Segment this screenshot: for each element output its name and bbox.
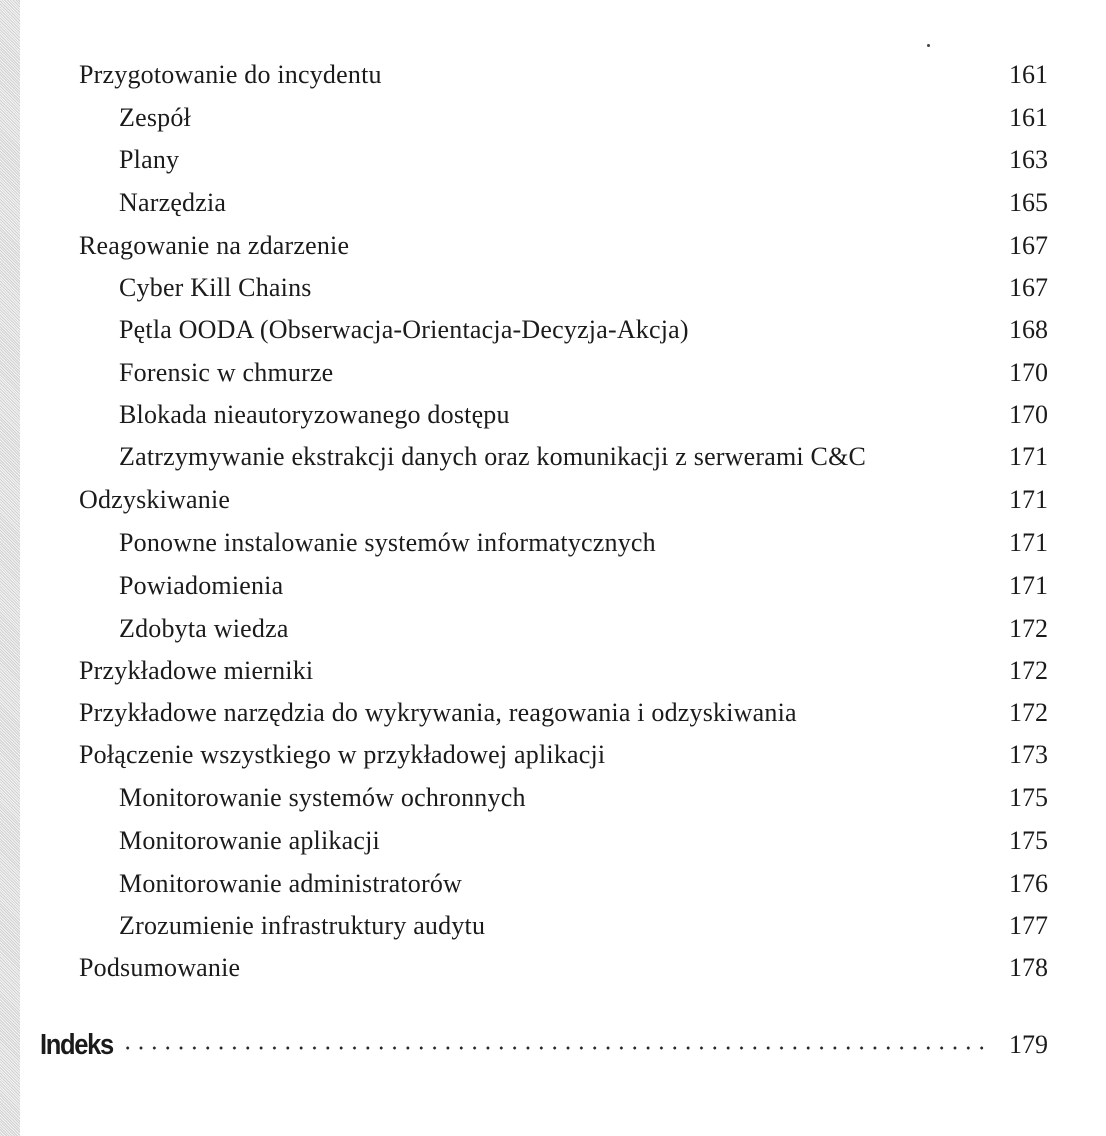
- toc-entry-narzedzia[interactable]: [0, 185, 1106, 221]
- toc-entry-title: Przykładowe mierniki: [79, 656, 314, 685]
- toc-entry-title: Zdobyta wiedza: [119, 614, 289, 643]
- toc-entry-title: Powiadomienia: [119, 571, 284, 600]
- toc-entry-petla-ooda[interactable]: [0, 312, 1106, 348]
- toc-entry-podsumowanie[interactable]: [0, 950, 1106, 986]
- toc-entry-title: Przygotowanie do incydentu: [79, 60, 382, 89]
- index-page: 179: [1009, 1030, 1048, 1059]
- toc-entry-page: 171: [1009, 571, 1048, 600]
- toc-entry-odzyskiwanie[interactable]: [0, 482, 1106, 518]
- toc-entry-page: 163: [1009, 145, 1048, 174]
- toc-entry-title: Połączenie wszystkiego w przykładowej aplikacji: [79, 740, 606, 769]
- toc-entry-monitorowanie-systemow[interactable]: [0, 780, 1106, 816]
- toc-entry-page: 167: [1009, 273, 1048, 302]
- toc-entry-page: 172: [1009, 656, 1048, 685]
- toc-entry-polaczenie[interactable]: [0, 737, 1106, 773]
- toc-entry-page: 165: [1009, 188, 1048, 217]
- toc-entry-title: Pętla OODA (Obserwacja-Orientacja-Decyzja-Akcja): [119, 315, 689, 344]
- toc-entry-przykladowe-narzedzia[interactable]: [0, 695, 1106, 731]
- toc-entry-title: Monitorowanie aplikacji: [119, 826, 380, 855]
- toc-entry-zrozumienie[interactable]: [0, 908, 1106, 944]
- toc-entry-title: Narzędzia: [119, 188, 227, 217]
- toc-entry-zdobyta-wiedza[interactable]: [0, 611, 1106, 647]
- toc-entry-title: Blokada nieautoryzowanego dostępu: [119, 400, 510, 429]
- toc-entry-page: 161: [1009, 103, 1048, 132]
- scan-speck: [927, 44, 930, 47]
- toc-entry-page: 161: [1009, 60, 1048, 89]
- toc-entry-zespol[interactable]: [0, 100, 1106, 136]
- toc-entry-monitorowanie-aplikacji[interactable]: [0, 823, 1106, 859]
- toc-entry-ponowne-instalowanie[interactable]: [0, 525, 1106, 561]
- toc-entry-forensic[interactable]: [0, 355, 1106, 391]
- toc-entry-title: Podsumowanie: [79, 953, 241, 982]
- toc-entry-page: 173: [1009, 740, 1048, 769]
- toc-entry-page: 172: [1009, 614, 1048, 643]
- toc-entry-page: 175: [1009, 783, 1048, 812]
- toc-entry-page: 167: [1009, 231, 1048, 260]
- toc-entry-index[interactable]: [0, 1025, 1106, 1065]
- toc-entry-przygotowanie[interactable]: [0, 57, 1106, 93]
- toc-entry-page: 176: [1009, 869, 1048, 898]
- index-label: Indeks: [40, 1029, 113, 1061]
- toc-entry-cyber-kill-chains[interactable]: [0, 270, 1106, 306]
- toc-entry-title: Reagowanie na zdarzenie: [79, 231, 350, 260]
- toc-entry-monitorowanie-administratorow[interactable]: [0, 866, 1106, 902]
- toc-entry-page: 170: [1009, 400, 1048, 429]
- dot-leader: [121, 1041, 989, 1055]
- toc-entry-page: 171: [1009, 528, 1048, 557]
- toc-entry-page: 168: [1009, 315, 1048, 344]
- toc-entry-page: 178: [1009, 953, 1048, 982]
- toc-entry-title: Monitorowanie systemów ochronnych: [119, 783, 526, 812]
- toc-entry-title: Plany: [119, 145, 180, 174]
- toc-entry-plany[interactable]: [0, 142, 1106, 178]
- toc-entry-zatrzymywanie[interactable]: [0, 439, 1106, 475]
- toc-entry-title: Monitorowanie administratorów: [119, 869, 463, 898]
- toc-entry-title: Przykładowe narzędzia do wykrywania, reagowania i odzyskiwania: [79, 698, 797, 727]
- toc-entry-page: 170: [1009, 358, 1048, 387]
- toc-entry-title: Zatrzymywanie ekstrakcji danych oraz komunikacji z serwerami C&C: [119, 442, 867, 471]
- toc-entry-title: Ponowne instalowanie systemów informatycznych: [119, 528, 656, 557]
- toc-entry-page: 177: [1009, 911, 1048, 940]
- toc-entry-title: Cyber Kill Chains: [119, 273, 312, 302]
- toc-entry-page: 171: [1009, 442, 1048, 471]
- toc-entry-blokada[interactable]: [0, 397, 1106, 433]
- toc-entry-przykladowe-mierniki[interactable]: [0, 653, 1106, 689]
- toc-entry-powiadomienia[interactable]: [0, 568, 1106, 604]
- toc-entry-page: 175: [1009, 826, 1048, 855]
- toc-entry-title: Forensic w chmurze: [119, 358, 334, 387]
- toc-entry-page: 171: [1009, 485, 1048, 514]
- toc-entry-title: Zrozumienie infrastruktury audytu: [119, 911, 486, 940]
- toc-entry-page: 172: [1009, 698, 1048, 727]
- toc-entry-title: Zespół: [119, 103, 191, 132]
- toc-entry-title: Odzyskiwanie: [79, 485, 231, 514]
- toc-entry-reagowanie[interactable]: [0, 228, 1106, 264]
